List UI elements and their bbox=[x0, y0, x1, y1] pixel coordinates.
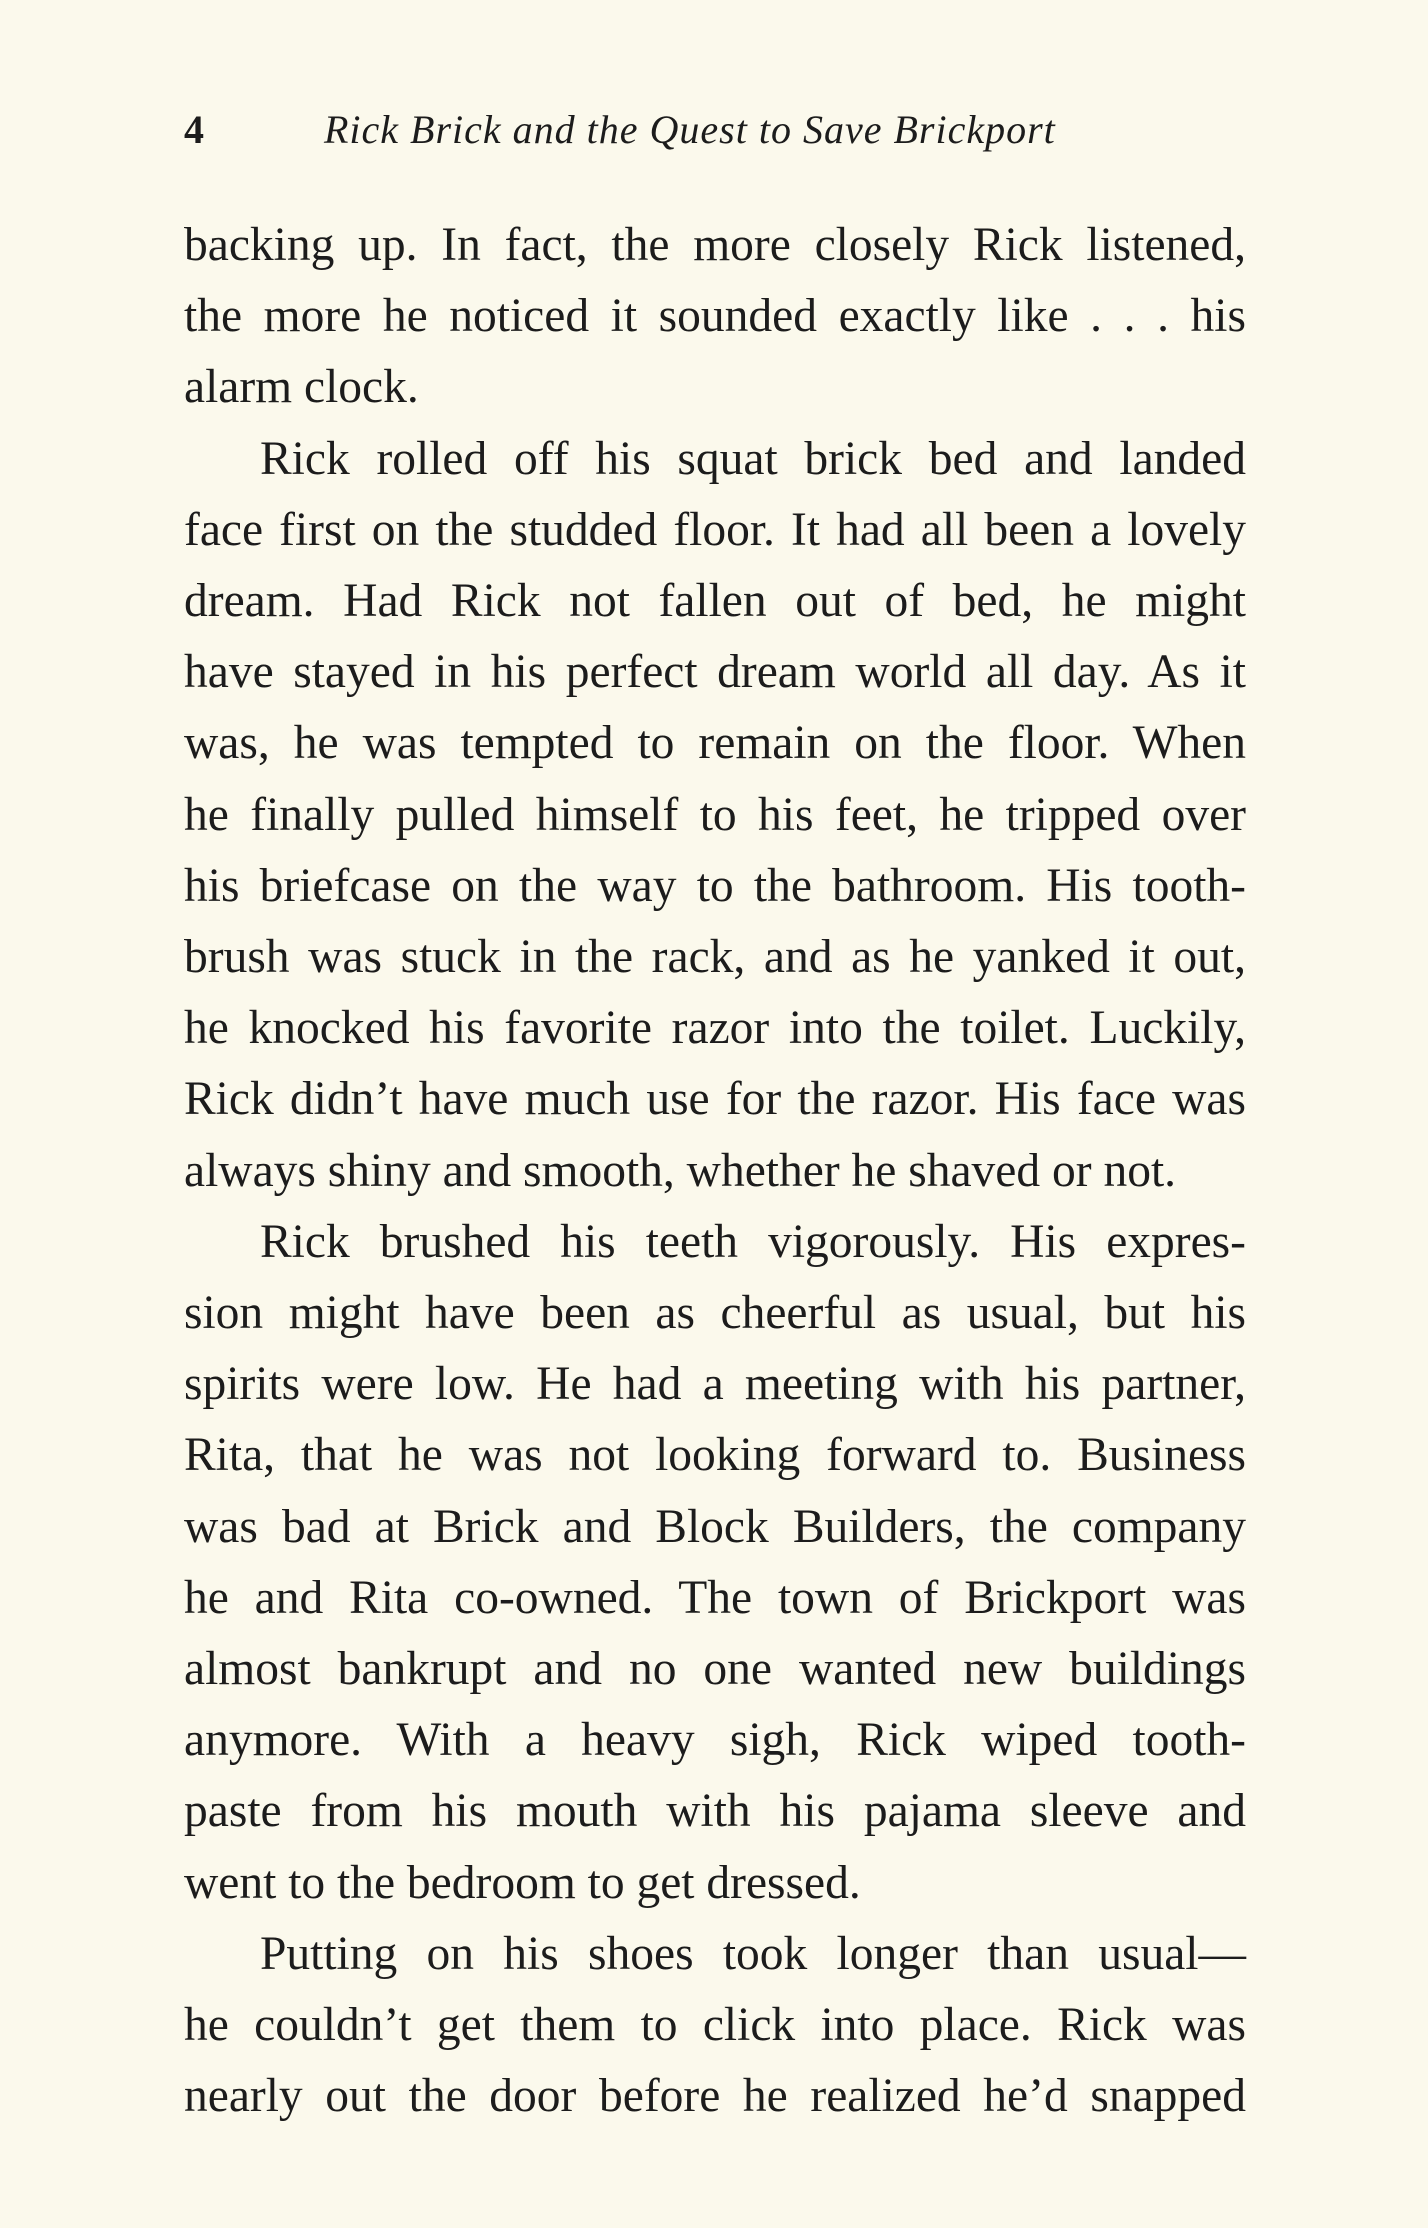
book-title: Rick Brick and the Quest to Save Brickport bbox=[324, 107, 1056, 152]
text-line: Rick didn’t have much use for the razor. His face was bbox=[184, 1073, 1246, 1126]
text-line: have stayed in his perfect dream world all day. As it bbox=[184, 646, 1246, 699]
text-line: face first on the studded floor. It had all been a lovely bbox=[184, 503, 1246, 556]
text-line: almost bankrupt and no one wanted new buildings bbox=[184, 1643, 1246, 1696]
text-line: always shiny and smooth, whether he shaved or not. bbox=[184, 1144, 1177, 1197]
text-line: was bad at Brick and Block Builders, the company bbox=[184, 1500, 1246, 1553]
text-line: nearly out the door before he realized he’d snapped bbox=[184, 2070, 1246, 2123]
text-line: he couldn’t get them to click into place. Rick was bbox=[184, 1999, 1246, 2052]
text-line: he and Rita co-owned. The town of Brickport was bbox=[184, 1571, 1246, 1624]
text-line: dream. Had Rick not fallen out of bed, he might bbox=[184, 575, 1246, 628]
text-line: backing up. In fact, the more closely Rick listened, bbox=[184, 219, 1246, 271]
text-line: went to the bedroom to get dressed. bbox=[184, 1856, 861, 1909]
text-line: the more he noticed it sounded exactly like . . . his bbox=[184, 290, 1246, 343]
body-text bbox=[184, 210, 1246, 2132]
text-line: he knocked his favorite razor into the toilet. Luckily, bbox=[184, 1002, 1246, 1055]
text-line: alarm clock. bbox=[184, 361, 419, 414]
text-line: Rita, that he was not looking forward to. Business bbox=[184, 1429, 1246, 1482]
text-line: Rick brushed his teeth vigorously. His expres- bbox=[260, 1215, 1246, 1268]
text-line: he finally pulled himself to his feet, he tripped over bbox=[184, 788, 1246, 841]
text-line: spirits were low. He had a meeting with his partner, bbox=[184, 1358, 1246, 1411]
text-line: sion might have been as cheerful as usual, but his bbox=[184, 1287, 1246, 1340]
text-line: Rick rolled off his squat brick bed and landed bbox=[260, 432, 1246, 485]
text-line: Putting on his shoes took longer than usual— bbox=[260, 1927, 1246, 1980]
page-number: 4 bbox=[184, 107, 204, 152]
text-line: anymore. With a heavy sigh, Rick wiped tooth- bbox=[184, 1714, 1246, 1767]
text-line: his briefcase on the way to the bathroom. His tooth- bbox=[184, 859, 1246, 912]
running-head bbox=[184, 100, 1244, 160]
text-line: brush was stuck in the rack, and as he yanked it out, bbox=[184, 931, 1246, 984]
text-line: was, he was tempted to remain on the floor. When bbox=[184, 717, 1246, 770]
text-line: paste from his mouth with his pajama sleeve and bbox=[184, 1785, 1246, 1838]
